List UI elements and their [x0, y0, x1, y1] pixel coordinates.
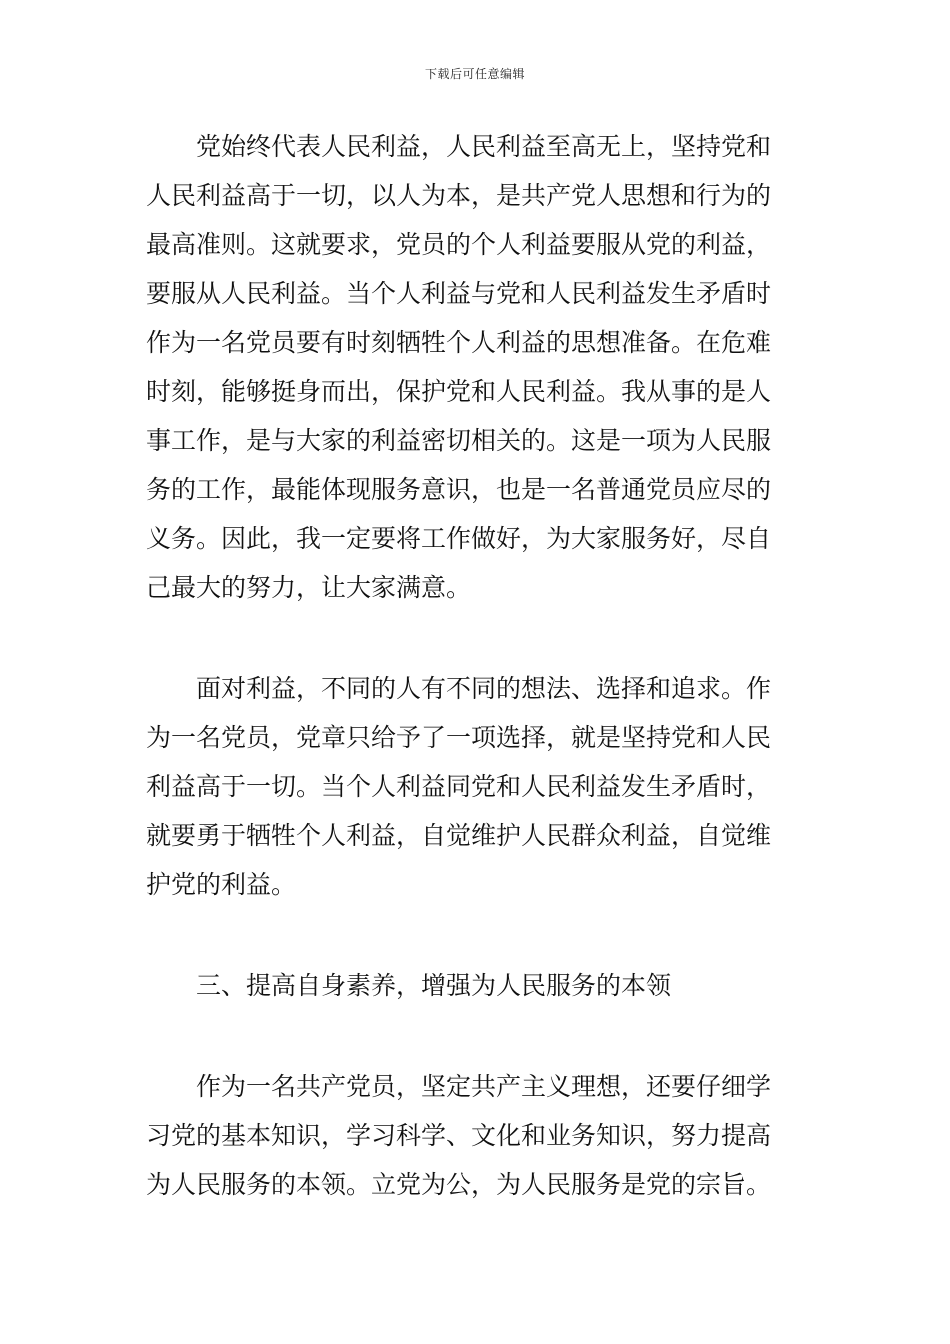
paragraph-line: 利益高于一切。当个人利益同党和人民利益发生矛盾时， — [146, 772, 772, 801]
paragraph-line: 作为一名党员要有时刻牺牲个人利益的思想准备。在危难 — [146, 328, 772, 357]
paragraph-line: 就要勇于牺牲个人利益，自觉维护人民群众利益，自觉维 — [146, 821, 772, 850]
paragraph-line: 护党的利益。 — [146, 870, 297, 899]
paragraph-line: 人民利益高于一切，以人为本，是共产党人思想和行为的 — [146, 181, 772, 210]
paragraph-3 — [146, 1062, 806, 1209]
paragraph-line: 作为一名共产党员，坚定共产主义理想，还要仔细学 — [196, 1072, 772, 1101]
section-heading-text: 三、提高自身素养，增强为人民服务的本领 — [196, 971, 672, 1000]
document-body — [146, 122, 806, 1209]
paragraph-line: 最高准则。这就要求，党员的个人利益要服从党的利益， — [146, 230, 772, 259]
paragraph-line: 为人民服务的本领。立党为公，为人民服务是党的宗旨。 — [146, 1170, 772, 1199]
section-heading — [146, 961, 806, 1010]
paragraph-line: 时刻，能够挺身而出，保护党和人民利益。我从事的是人 — [146, 377, 772, 406]
paragraph-line: 己最大的努力，让大家满意。 — [146, 573, 472, 602]
paragraph-line: 务的工作，最能体现服务意识，也是一名普通党员应尽的 — [146, 475, 772, 504]
paragraph-line: 事工作，是与大家的利益密切相关的。这是一项为人民服 — [146, 426, 772, 455]
paragraph-line: 要服从人民利益。当个人利益与党和人民利益发生矛盾时 — [146, 279, 772, 308]
paragraph-1 — [146, 122, 806, 612]
paragraph-line: 义务。因此，我一定要将工作做好，为大家服务好，尽自 — [146, 524, 772, 553]
paragraph-line: 习党的基本知识，学习科学、文化和业务知识，努力提高 — [146, 1121, 772, 1150]
paragraph-line: 党始终代表人民利益，人民利益至高无上，坚持党和 — [196, 132, 772, 161]
paragraph-line: 面对利益，不同的人有不同的想法、选择和追求。作 — [196, 674, 772, 703]
paragraph-2 — [146, 664, 806, 909]
paragraph-line: 为一名党员，党章只给予了一项选择，就是坚持党和人民 — [146, 723, 772, 752]
header-note: 下载后可任意编辑 — [424, 67, 525, 81]
